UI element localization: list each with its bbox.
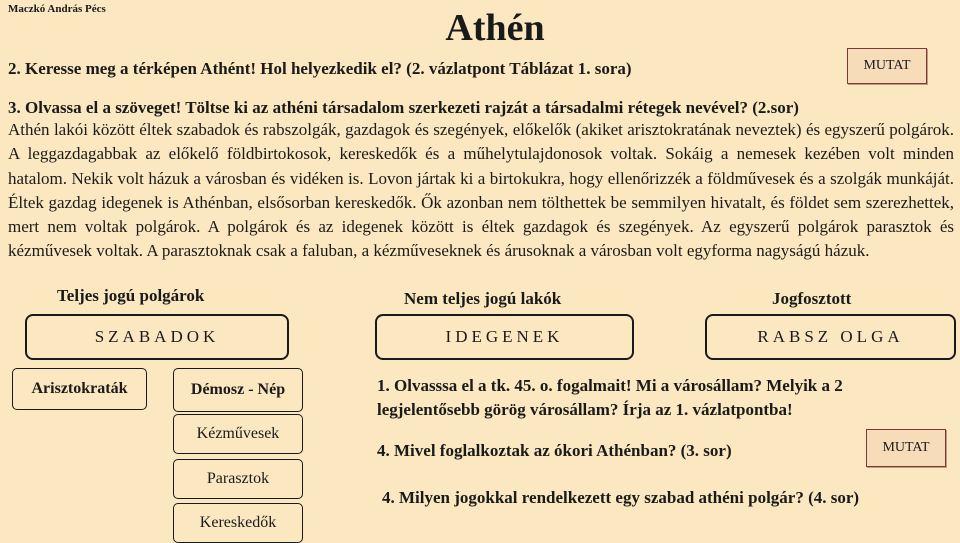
box-szabadok: SZABADOK xyxy=(25,314,289,360)
show-button-1[interactable]: MUTAT xyxy=(847,48,927,84)
question-4-occupations: 4. Mivel foglalkoztak az ókori Athénban? (3. sor) xyxy=(377,441,732,460)
author-label: Maczkó András Pécs xyxy=(8,3,106,15)
box-rabszolga: RABSZ OLGA xyxy=(705,314,956,360)
question-4-rights: 4. Milyen jogokkal rendelkezett egy szabad athéni polgár? (4. sor) xyxy=(382,488,860,507)
question-1: 1. Olvasssa el a tk. 45. o. fogalmait! Mi a városállam? Melyik a 2 legjelentősebb görög városállam? Írja az 1. vázlatpontba! xyxy=(377,376,843,419)
box-idegenek: IDEGENEK xyxy=(375,314,634,360)
box-demosz: Démosz - Nép xyxy=(173,368,303,412)
box-parasztok: Parasztok xyxy=(173,459,303,499)
box-kezmuvesek: Kézművesek xyxy=(173,414,303,454)
box-kereskedok: Kereskedők xyxy=(173,503,303,543)
category-disenfranchised: Jogfosztott xyxy=(772,289,852,308)
question-3: 3. Olvassa el a szöveget! Töltse ki az athéni társadalom szerkezeti rajzát a társadalmi rétegek nevével? (2.sor) xyxy=(8,98,799,117)
page-title: Athén xyxy=(445,7,545,49)
question-2: 2. Keresse meg a térképen Athént! Hol helyezkedik el? (2. vázlatpont Táblázat 1. sora) xyxy=(8,59,632,78)
reading-paragraph: Athén lakói között éltek szabadok és rabszolgák, gazdagok és szegények, előkelők (akiket arisztokratának neveztek) és egyszerű polgárok. A leggazdagabbak az előkelő földbirtokosok, kereskedők és a műhelytulajdonosok voltak. Sokáig a nemesek kezében volt minden hatalom. Nekik volt házuk a városban és vidéken is. Lovon jártak ki a birtokukra, hogy ellenőrizzék a földművesek és a szolgák munkáját. Éltek gazdag idegenek is Athénban, elsősorban kereskedők. Ők azonban nem tölthettek be semmilyen hivatalt, és földet sem szerezhettek, mert nem voltak polgárok. A polgárok és az idegenek között is éltek gazdagok és szegények. Az egyszerű polgárok parasztok és kézművesek voltak. A parasztoknak csak a faluban, a kézműveseknek és árusoknak a városban volt egyforma nagyságú házuk. xyxy=(8,120,954,261)
box-arisztokratak: Arisztokraták xyxy=(12,368,147,410)
show-button-2[interactable]: MUTAT xyxy=(866,429,946,467)
category-full-citizens: Teljes jogú polgárok xyxy=(57,286,205,305)
category-partial-residents: Nem teljes jogú lakók xyxy=(404,289,562,308)
